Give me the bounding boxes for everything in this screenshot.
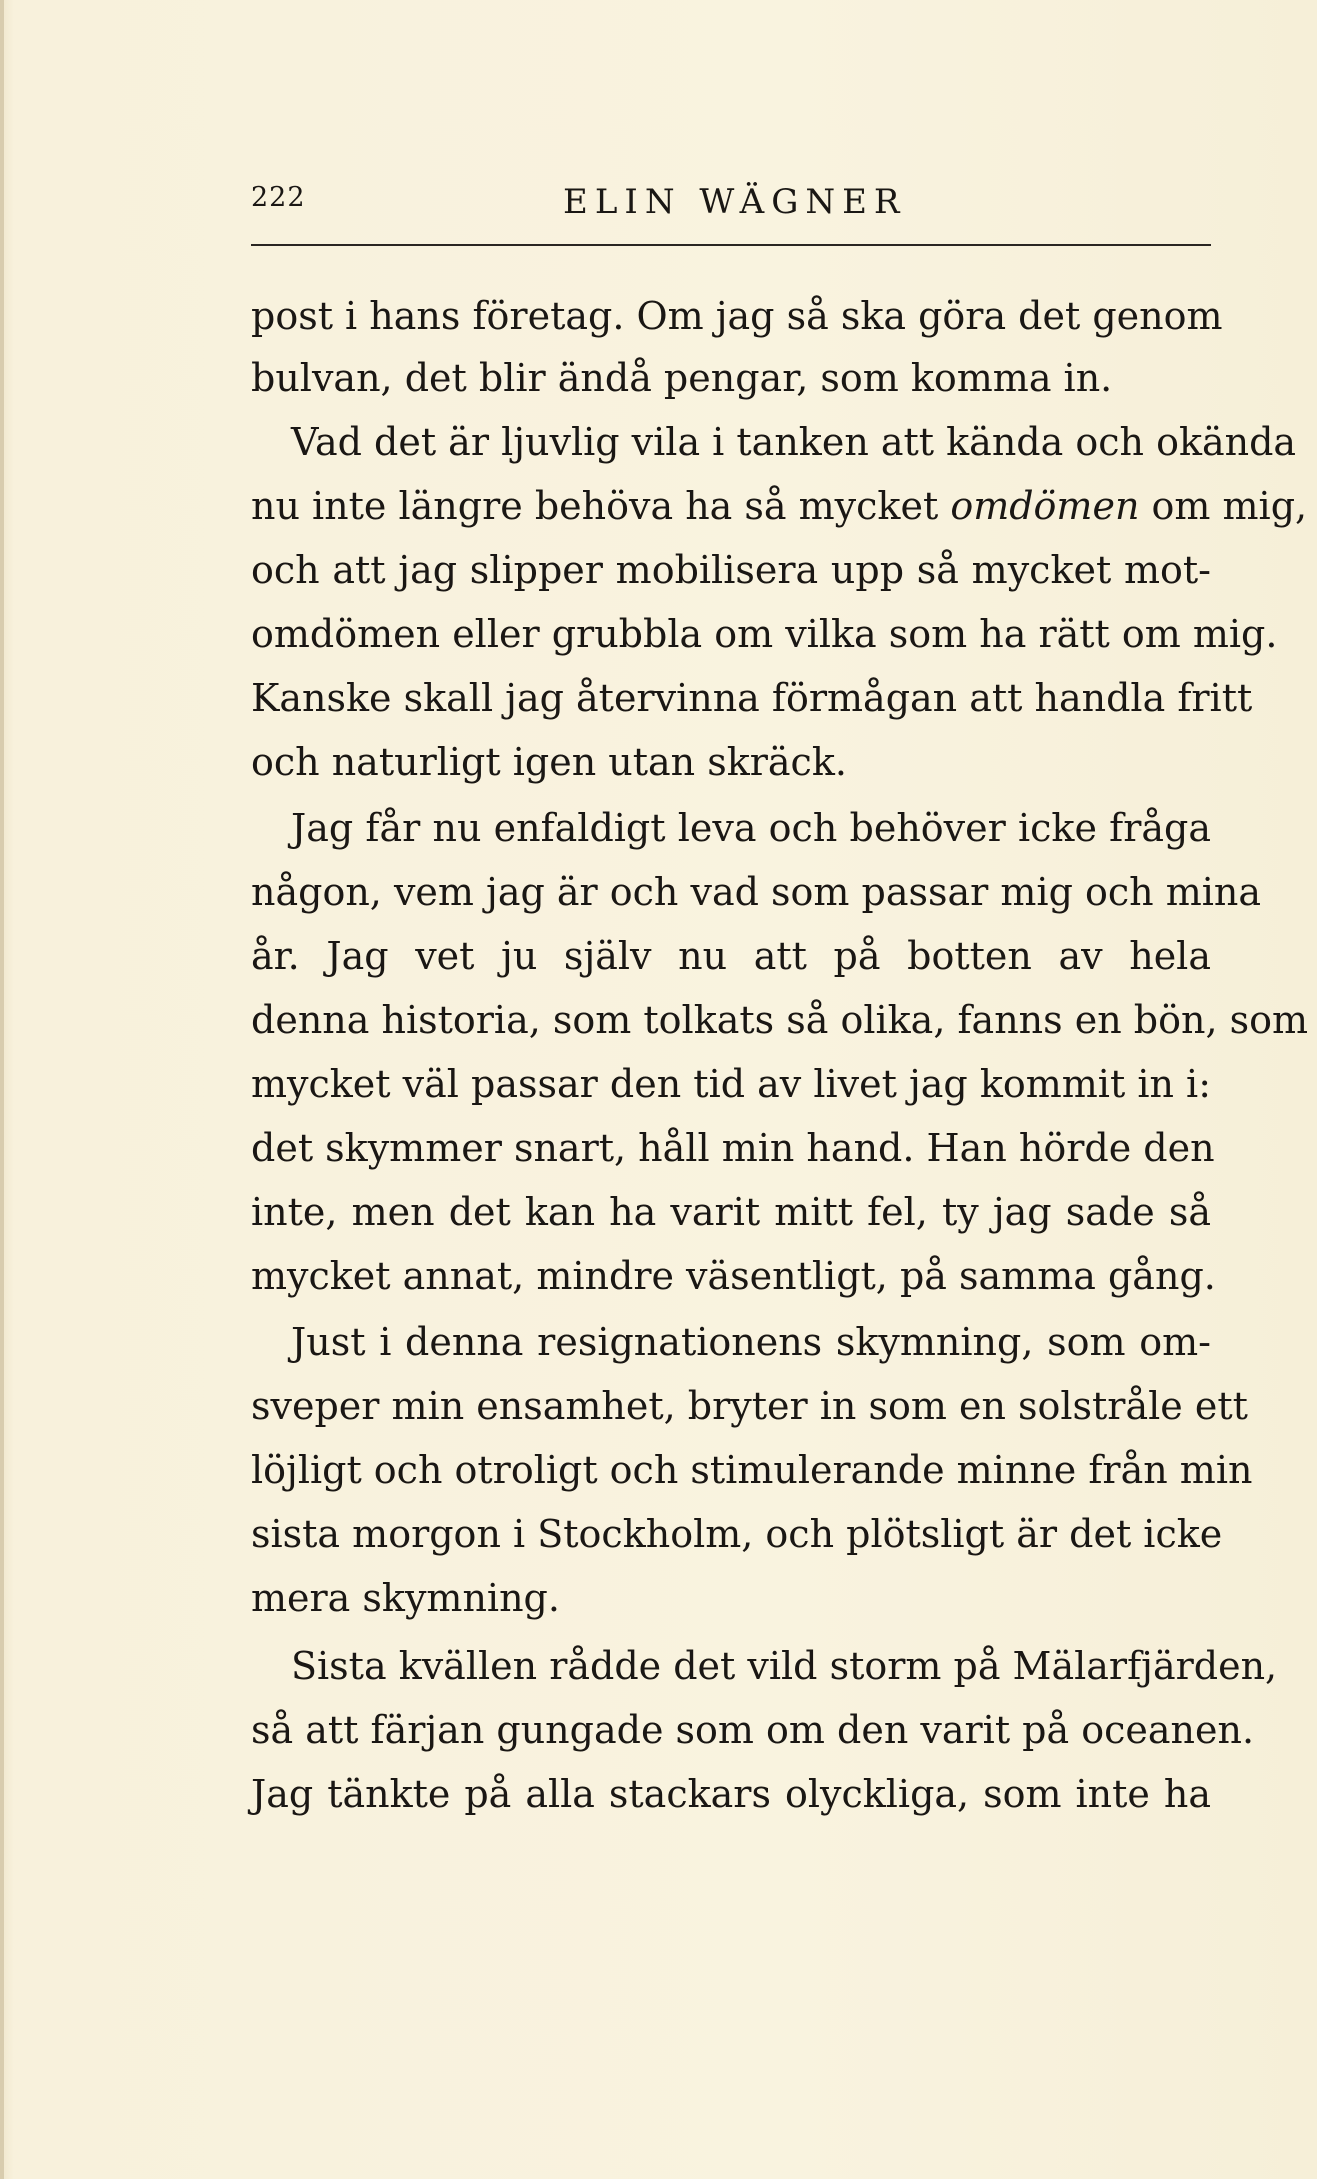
text-line: bulvan, det blir ändå pengar, som komma in. [251,356,1113,400]
emphasized-word: omdömen [950,484,1140,528]
text-line: inte, men det kan ha varit mitt fel, ty jag sade så [251,1190,1211,1234]
text-line: post i hans företag. Om jag så ska göra det genom [251,294,1223,338]
text-line: och att jag slipper mobilisera upp så mycket mot- [251,548,1211,592]
text-line: löjligt och otroligt och stimulerande minne från min [251,1448,1253,1492]
text-fragment: nu inte längre behöva ha så mycket [251,484,939,528]
text-line: sista morgon i Stockholm, och plötsligt är det icke [251,1512,1223,1556]
text-line: Kanske skall jag återvinna förmågan att handla fritt [251,676,1253,720]
text-line-with-emphasis [251,476,1308,536]
text-line: Jag tänkte på alla stackars olyckliga, som inte ha [251,1772,1211,1816]
text-line: det skymmer snart, håll min hand. Han hörde den [251,1126,1215,1170]
page-header [251,182,1211,232]
text-line: och naturligt igen utan skräck. [251,740,847,784]
page-edge [0,0,4,2179]
text-line: så att färjan gungade som om den varit på oceanen. [251,1708,1255,1752]
header-rule [251,244,1211,246]
page-number: 222 [251,182,306,213]
text-line: Sista kvällen rådde det vild storm på Mälarfjärden, [291,1644,1278,1688]
text-line: denna historia, som tolkats så olika, fanns en bön, som [251,998,1309,1042]
text-line: mycket annat, mindre väsentligt, på samma gång. [251,1254,1216,1298]
text-line: Just i denna resignationens skymning, som om- [291,1320,1211,1364]
text-line: mycket väl passar den tid av livet jag kommit in i: [251,1062,1211,1106]
text-line: omdömen eller grubbla om vilka som ha rätt om mig. [251,612,1278,656]
text-line: mera skymning. [251,1576,560,1620]
text-line: år. Jag vet ju själv nu att på botten av hela [251,934,1211,978]
text-line: någon, vem jag är och vad som passar mig och mina [251,870,1262,914]
running-head: ELIN WÄGNER [563,182,907,222]
text-line: sveper min ensamhet, bryter in som en solstråle ett [251,1384,1248,1428]
text-line: Vad det är ljuvlig vila i tanken att kända och okända [291,420,1297,464]
text-line: Jag får nu enfaldigt leva och behöver icke fråga [291,806,1211,850]
text-fragment: om mig, [1151,484,1308,528]
